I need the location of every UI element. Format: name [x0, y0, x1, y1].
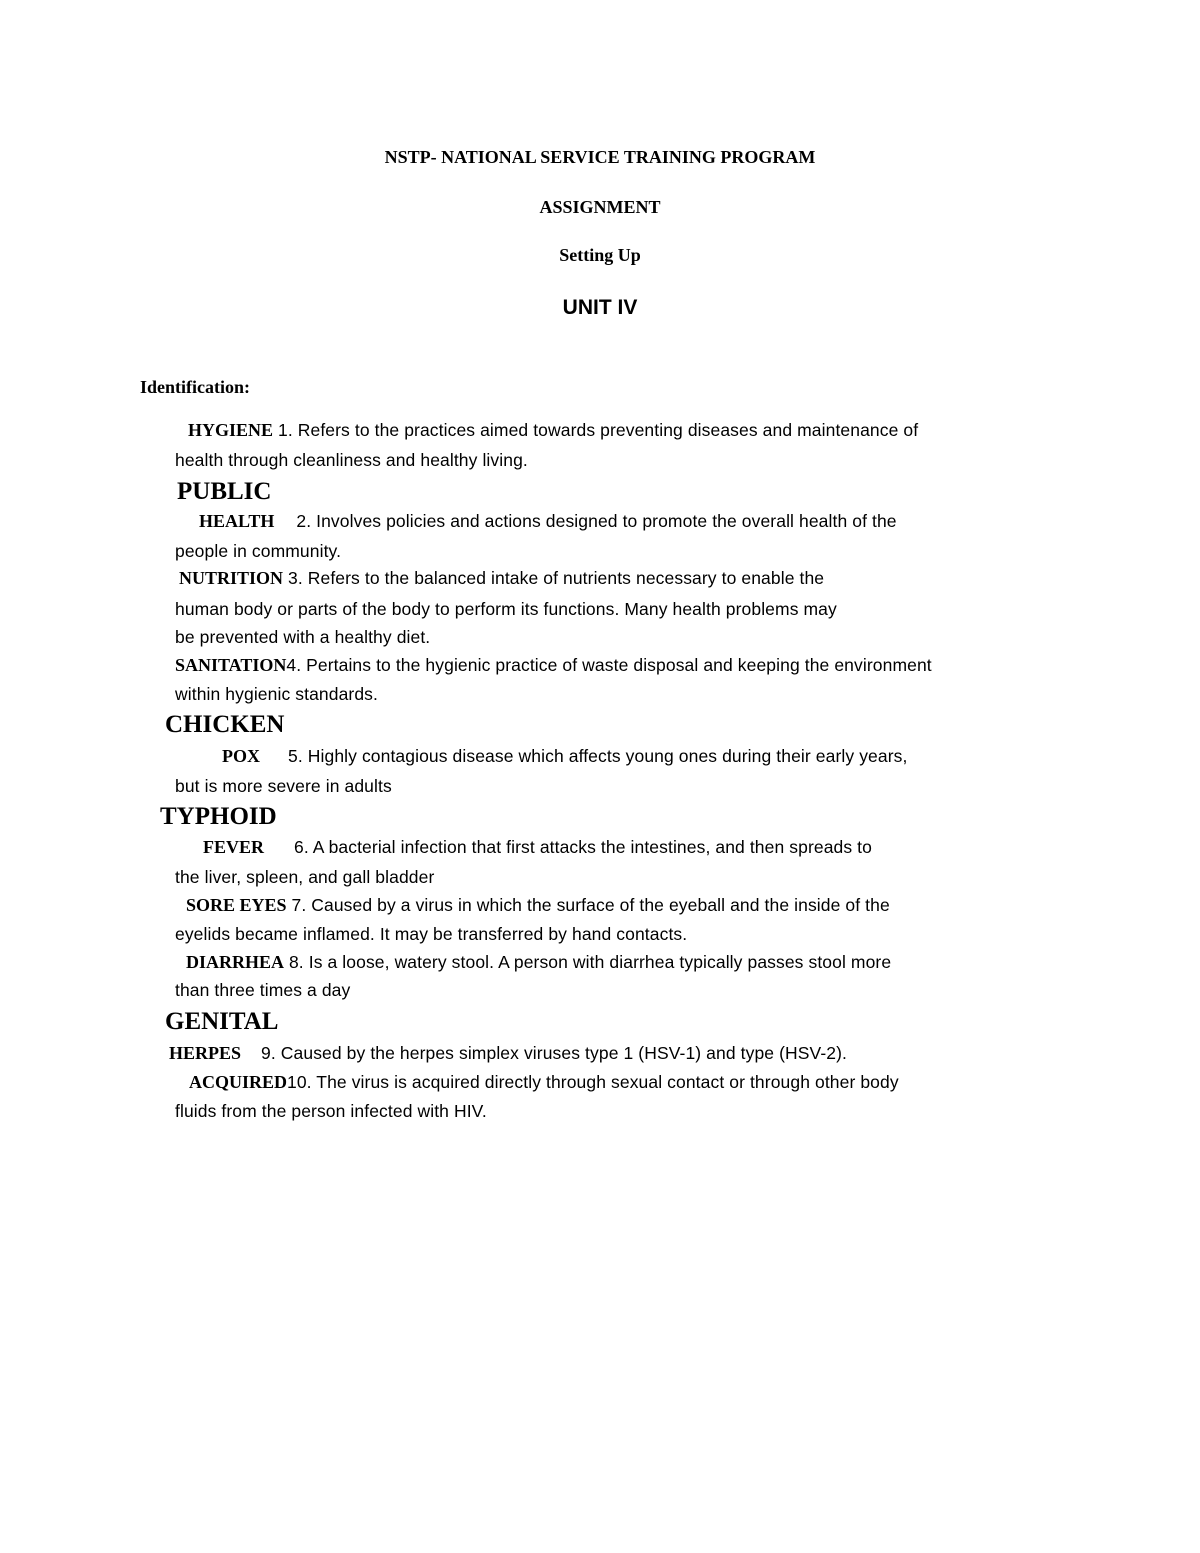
- document-title: NSTP- NATIONAL SERVICE TRAINING PROGRAM: [384, 147, 816, 167]
- item-term: TYPHOID: [160, 803, 277, 830]
- topic-label: Setting Up: [559, 245, 641, 265]
- section-label: Identification:: [140, 377, 250, 397]
- item-definition-cont: but is more severe in adults: [175, 776, 392, 796]
- item-10: [189, 1072, 899, 1093]
- item-definition: 2. Involves policies and actions designed to promote the overall health of the: [296, 511, 897, 531]
- assignment-label: ASSIGNMENT: [539, 197, 661, 217]
- item-definition: 10. The virus is acquired directly through sexual contact or through other body: [287, 1072, 899, 1092]
- item-term: DIARRHEA: [186, 952, 285, 972]
- item-5: [222, 746, 907, 767]
- item-term: SANITATION: [175, 655, 287, 675]
- item-definition-cont: the liver, spleen, and gall bladder: [175, 867, 435, 887]
- item-definition: 9. Caused by the herpes simplex viruses type 1 (HSV-1) and type (HSV-2).: [261, 1043, 847, 1063]
- item-definition: 4. Pertains to the hygienic practice of waste disposal and keeping the environment: [286, 655, 932, 675]
- item-term: CHICKEN: [165, 711, 285, 738]
- item-definition: 1. Refers to the practices aimed towards preventing diseases and maintenance of: [273, 420, 919, 440]
- item-definition-cont: eyelids became inflamed. It may be transferred by hand contacts.: [175, 924, 688, 944]
- item-definition-cont: than three times a day: [175, 980, 351, 1000]
- item-term: SORE EYES: [186, 895, 287, 915]
- item-7: [186, 895, 890, 916]
- item-definition-cont: people in community.: [175, 541, 342, 561]
- item-definition: 7. Caused by a virus in which the surface of the eyeball and the inside of the: [286, 895, 890, 915]
- item-definition-cont: within hygienic standards.: [175, 684, 378, 704]
- item-term: NUTRITION: [179, 568, 284, 588]
- item-term: HERPES: [169, 1043, 242, 1063]
- item-definition: 6. A bacterial infection that first attacks the intestines, and then spreads to: [294, 837, 872, 857]
- item-6: [203, 837, 872, 858]
- item-term: PUBLIC: [177, 478, 272, 505]
- unit-label: UNIT IV: [562, 296, 638, 319]
- item-definition: 3. Refers to the balanced intake of nutrients necessary to enable the: [283, 568, 825, 588]
- item-8: [186, 952, 891, 973]
- item-9: [169, 1043, 847, 1064]
- item-term: POX: [222, 746, 260, 766]
- item-2: [199, 511, 897, 532]
- item-term: FEVER: [203, 837, 265, 857]
- item-3: [179, 568, 824, 589]
- item-term: GENITAL: [165, 1008, 279, 1035]
- item-4: [175, 655, 932, 676]
- item-definition-cont: be prevented with a healthy diet.: [175, 627, 431, 647]
- item-definition: 5. Highly contagious disease which affects young ones during their early years,: [288, 746, 908, 766]
- item-definition: 8. Is a loose, watery stool. A person with diarrhea typically passes stool more: [284, 952, 892, 972]
- item-term: HYGIENE: [188, 420, 274, 440]
- item-definition-cont: health through cleanliness and healthy living.: [175, 450, 528, 470]
- item-definition-cont: human body or parts of the body to perform its functions. Many health problems may: [175, 599, 837, 619]
- item-term: HEALTH: [199, 511, 275, 531]
- item-term: ACQUIRED: [189, 1072, 288, 1092]
- item-1: [188, 420, 918, 441]
- item-definition-cont: fluids from the person infected with HIV.: [175, 1101, 487, 1121]
